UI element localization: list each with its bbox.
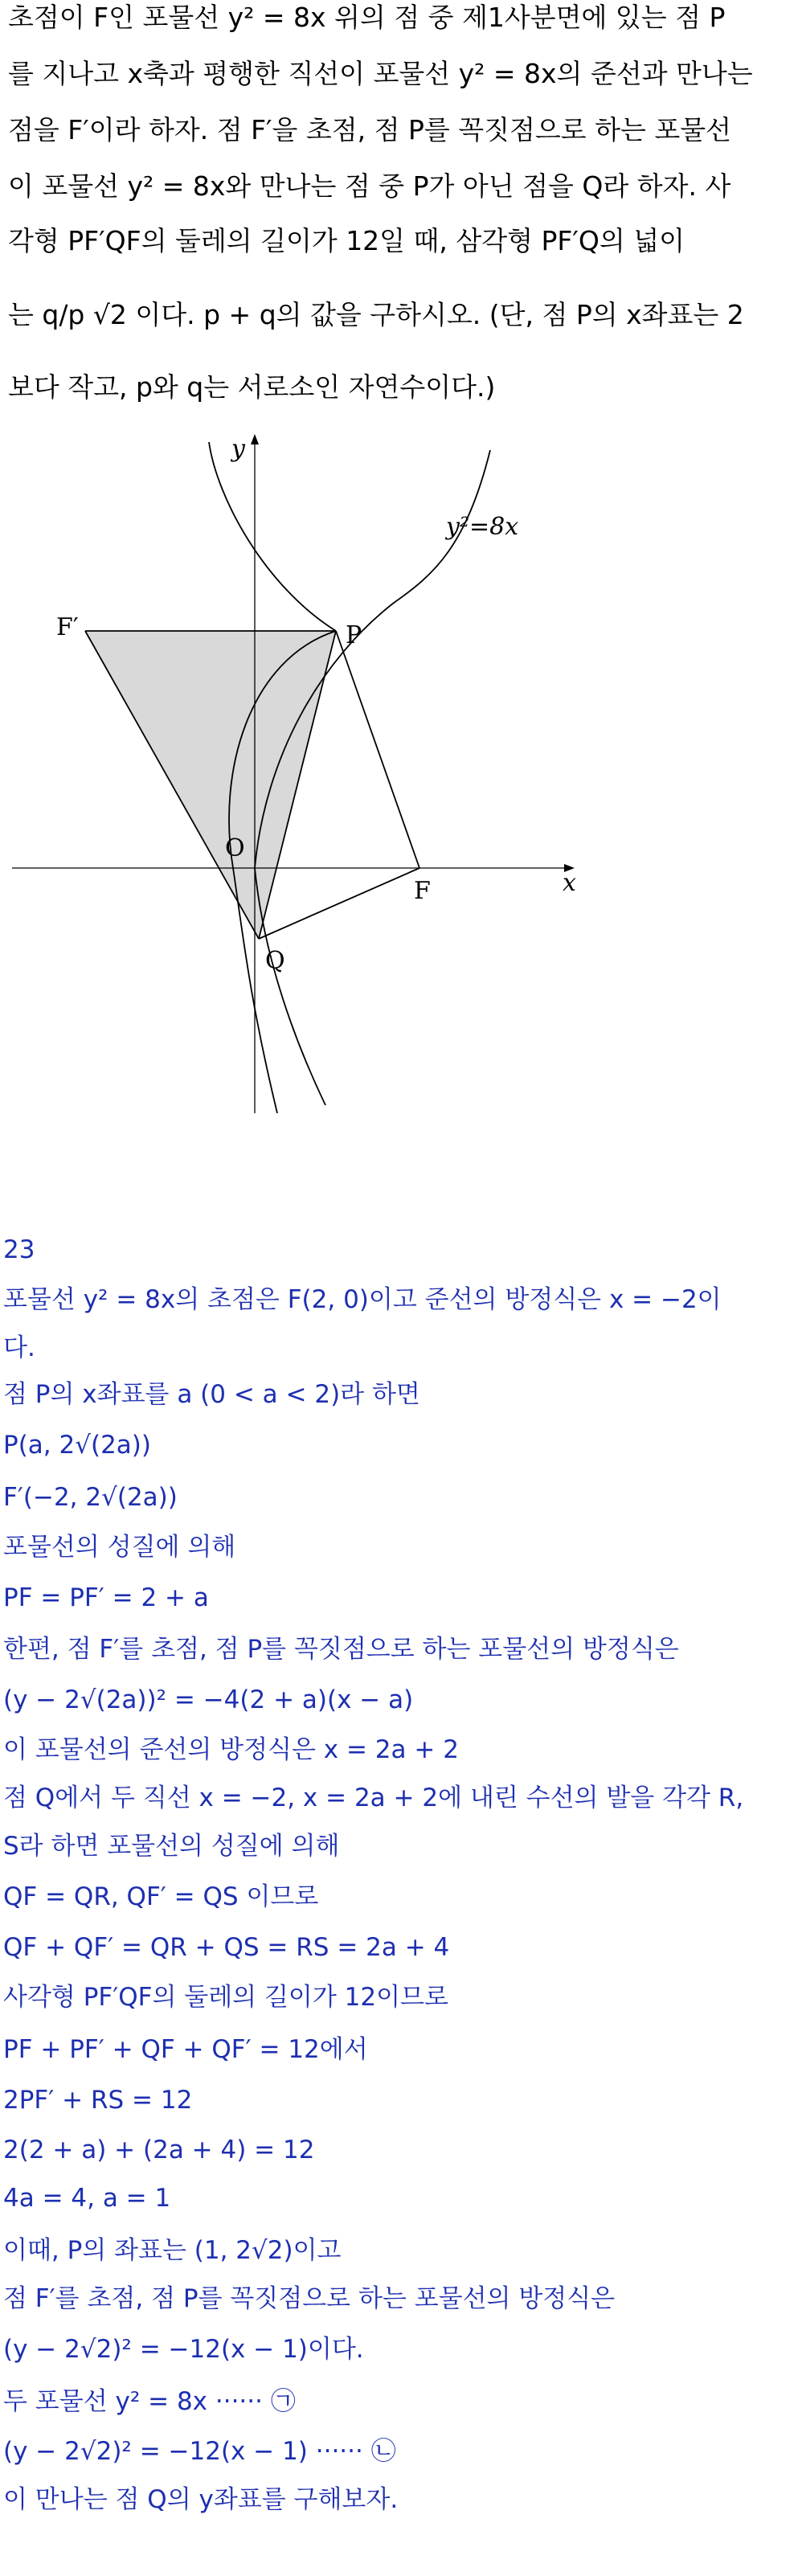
- parabola-figure: [8, 434, 603, 1128]
- solution-line: QF = QR, QF′ = QS 이므로: [3, 1882, 319, 1911]
- y-axis-label: y: [231, 435, 245, 463]
- origin-label: O: [225, 834, 245, 862]
- point-q-label: Q: [265, 947, 285, 975]
- shaded-triangle: [85, 631, 336, 939]
- solution-line: 한편, 점 F′를 초점, 점 P를 꼭짓점으로 하는 포물선의 방정식은: [3, 1635, 679, 1664]
- solution-line: 다.: [3, 1333, 35, 1362]
- solution-line: P(a, 2√(2a)): [3, 1431, 151, 1460]
- segment-PF: [336, 631, 419, 868]
- y-axis-arrow: [251, 434, 259, 444]
- solution-line: 2(2 + a) + (2a + 4) = 12: [3, 2136, 315, 2164]
- solution-line: 두 포물선 y² = 8x ······ ㉠: [3, 2387, 296, 2416]
- problem-line: 이 포물선 y² = 8x와 만나는 점 중 P가 아닌 점을 Q라 하자. 사: [8, 170, 731, 202]
- solution-line: 4a = 4, a = 1: [3, 2184, 171, 2213]
- solution-line: 점 P의 x좌표를 a (0 < a < 2)라 하면: [3, 1380, 420, 1409]
- problem-line: 초점이 F인 포물선 y² = 8x 위의 점 중 제1사분면에 있는 점 P: [8, 2, 726, 33]
- solution-line: 포물선의 성질에 의해: [3, 1533, 236, 1562]
- solution-line: S라 하면 포물선의 성질에 의해: [3, 1832, 340, 1861]
- solution-line: 포물선 y² = 8x의 초점은 F(2, 0)이고 준선의 방정식은 x = −2이: [3, 1285, 722, 1314]
- solution-line: 사각형 PF′QF의 둘레의 길이가 12이므로: [3, 1983, 448, 2012]
- second-parabola-curve: [209, 442, 336, 631]
- solution-answer: 23: [3, 1235, 35, 1264]
- point-p-label: P: [346, 621, 362, 649]
- solution-line: (y − 2√2)² = −12(x − 1)이다.: [3, 2335, 364, 2364]
- point-fprime-label: F′: [56, 613, 79, 641]
- solution-line: PF = PF′ = 2 + a: [3, 1583, 209, 1612]
- problem-line: 점을 F′이라 하자. 점 F′을 초점, 점 P를 꼭짓점으로 하는 포물선: [8, 114, 732, 145]
- point-f-label: F: [414, 877, 431, 905]
- solution-line: 이 포물선의 준선의 방정식은 x = 2a + 2: [3, 1735, 459, 1764]
- solution-line: 점 Q에서 두 직선 x = −2, x = 2a + 2에 내린 수선의 발을 각각 R,: [3, 1784, 744, 1812]
- solution-line: 이때, P의 좌표는 (1, 2√2)이고: [3, 2236, 342, 2265]
- problem-line: 는 q/p √2 이다. p + q의 값을 구하시오. (단, 점 P의 x좌표는 2: [8, 299, 744, 330]
- solution-line: F′(−2, 2√(2a)): [3, 1483, 178, 1512]
- solution-line: 2PF′ + RS = 12: [3, 2086, 193, 2115]
- problem-line: 를 지나고 x축과 평행한 직선이 포물선 y² = 8x의 준선과 만나는: [8, 58, 753, 89]
- solution-line: 이 만나는 점 Q의 y좌표를 구해보자.: [3, 2485, 399, 2514]
- problem-line: 각형 PF′QF의 둘레의 길이가 12일 때, 삼각형 PF′Q의 넓이: [8, 225, 685, 256]
- solution-line: (y − 2√2)² = −12(x − 1) ······ ㉡: [3, 2437, 396, 2466]
- segment-QF: [259, 868, 419, 939]
- solution-line: QF + QF′ = QR + QS = RS = 2a + 4: [3, 1933, 450, 1962]
- problem-line: 보다 작고, p와 q는 서로소인 자연수이다.): [8, 371, 496, 403]
- x-axis-label: x: [563, 869, 576, 897]
- solution-line: (y − 2√(2a))² = −4(2 + a)(x − a): [3, 1685, 414, 1714]
- solution-line: PF + PF′ + QF + QF′ = 12에서: [3, 2035, 368, 2064]
- curve-label: y²=8x: [446, 513, 519, 541]
- solution-line: 점 F′를 초점, 점 P를 꼭짓점으로 하는 포물선의 방정식은: [3, 2284, 616, 2313]
